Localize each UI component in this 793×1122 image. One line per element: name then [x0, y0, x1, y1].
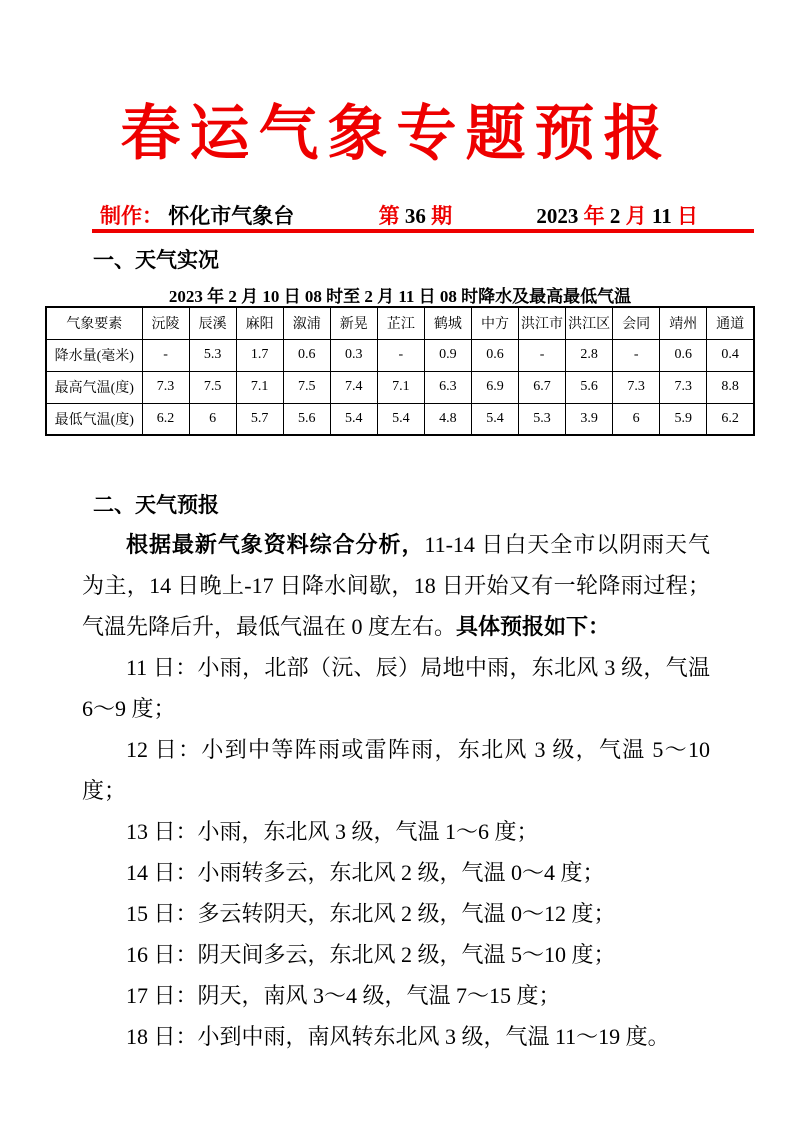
- column-header: 溆浦: [283, 307, 330, 339]
- table-cell: 0.4: [707, 339, 754, 371]
- table-cell: 5.4: [330, 403, 377, 435]
- table-cell: 7.3: [660, 371, 707, 403]
- forecast-item: 15 日：多云转阴天，东北风 2 级，气温 0～12 度；: [126, 901, 616, 926]
- table-cell: 7.5: [283, 371, 330, 403]
- column-header: 芷江: [377, 307, 424, 339]
- date-month-unit: 月: [625, 204, 647, 228]
- row-label: 最低气温(度): [46, 403, 142, 435]
- table-cell: 0.6: [660, 339, 707, 371]
- column-header: 中方: [471, 307, 518, 339]
- table-cell: 6: [189, 403, 236, 435]
- column-header: 靖州: [660, 307, 707, 339]
- producer-label: 制作：: [100, 204, 163, 228]
- table-cell: 0.9: [424, 339, 471, 371]
- column-header: 鹤城: [424, 307, 471, 339]
- table-cell: 7.1: [377, 371, 424, 403]
- table-cell: -: [142, 339, 189, 371]
- column-header: 会同: [613, 307, 660, 339]
- table-cell: 6.9: [471, 371, 518, 403]
- table-cell: 5.6: [566, 371, 613, 403]
- table-cell: 5.4: [377, 403, 424, 435]
- table-cell: 8.8: [707, 371, 754, 403]
- date-year: 2023: [536, 204, 579, 228]
- table-cell: 7.1: [236, 371, 283, 403]
- table-cell: 7.5: [189, 371, 236, 403]
- section-heading-weather-actual: 一、天气实况: [93, 248, 219, 272]
- date-day: 11: [651, 204, 672, 228]
- table-cell: 2.8: [566, 339, 613, 371]
- column-header: 气象要素: [46, 307, 142, 339]
- column-header: 新晃: [330, 307, 377, 339]
- table-cell: -: [519, 339, 566, 371]
- table-cell: -: [613, 339, 660, 371]
- table-cell: 5.3: [189, 339, 236, 371]
- table-cell: -: [377, 339, 424, 371]
- table-cell: 6.2: [707, 403, 754, 435]
- column-header: 麻阳: [236, 307, 283, 339]
- forecast-item: 11 日：小雨，北部（沅、辰）局地中雨，东北风 3 级，气温 6～9 度；: [82, 655, 710, 721]
- table-cell: 5.6: [283, 403, 330, 435]
- table-cell: 6.2: [142, 403, 189, 435]
- column-header: 洪江区: [566, 307, 613, 339]
- table-caption: 2023 年 2 月 10 日 08 时至 2 月 11 日 08 时降水及最高最低气温: [168, 287, 632, 306]
- forecast-list: [82, 647, 710, 1057]
- row-label: 降水量(毫米): [46, 339, 142, 371]
- forecast-item: 13 日：小雨，东北风 3 级，气温 1～6 度；: [126, 819, 539, 844]
- issue-suffix: 期: [431, 204, 453, 228]
- forecast-body: [82, 524, 710, 1057]
- row-label: 最高气温(度): [46, 371, 142, 403]
- producer-field: [100, 200, 294, 230]
- table-header-row: [46, 307, 754, 339]
- table-cell: 0.6: [283, 339, 330, 371]
- forecast-intro-lead: 根据最新气象资料综合分析，: [126, 532, 425, 557]
- issue-field: [379, 200, 453, 230]
- column-header: 洪江市: [519, 307, 566, 339]
- table-cell: 5.9: [660, 403, 707, 435]
- table-cell: 1.7: [236, 339, 283, 371]
- issue-prefix: 第: [378, 204, 400, 228]
- table-cell: 4.8: [424, 403, 471, 435]
- observation-table: [45, 306, 755, 436]
- forecast-item: 17 日：阴天，南风 3～4 级，气温 7～15 度；: [126, 983, 561, 1008]
- table-cell: 5.4: [471, 403, 518, 435]
- table-cell: 6.7: [519, 371, 566, 403]
- table-cell: 0.3: [330, 339, 377, 371]
- forecast-intro-tail: 具体预报如下：: [456, 614, 611, 639]
- forecast-item: 12 日：小到中等阵雨或雷阵雨，东北风 3 级，气温 5～10 度；: [82, 737, 710, 803]
- table-row: [46, 371, 754, 403]
- table-cell: 6: [613, 403, 660, 435]
- forecast-item: 18 日：小到中雨，南风转东北风 3 级，气温 11～19 度。: [126, 1024, 670, 1049]
- table-cell: 0.6: [471, 339, 518, 371]
- table-row: [46, 339, 754, 371]
- table-cell: 7.3: [613, 371, 660, 403]
- table-cell: 3.9: [566, 403, 613, 435]
- section-heading-forecast: 二、天气预报: [93, 493, 219, 517]
- column-header: 沅陵: [142, 307, 189, 339]
- issue-number: 36: [404, 204, 426, 228]
- producer-value: 怀化市气象台: [168, 204, 295, 228]
- table-cell: 7.4: [330, 371, 377, 403]
- meta-row: [100, 200, 698, 230]
- forecast-intro-text: 11-14 日白天全市以阴雨天气为主，14 日晚上-17 日降水间歇，18 日开始又有一轮降雨过程；气温先降后升，最低气温在 0 度左右。: [82, 532, 710, 639]
- forecast-item: 14 日：小雨转多云，东北风 2 级，气温 0～4 度；: [126, 860, 605, 885]
- date-field: [536, 200, 698, 230]
- document-title: 春运气象专题预报: [120, 101, 673, 167]
- date-year-unit: 年: [583, 204, 605, 228]
- table-cell: 5.3: [519, 403, 566, 435]
- forecast-intro-paragraph: [82, 524, 710, 647]
- header-divider: [92, 229, 754, 233]
- date-day-unit: 日: [677, 204, 698, 228]
- forecast-item: 16 日：阴天间多云，东北风 2 级，气温 5～10 度；: [126, 942, 616, 967]
- date-month: 2: [609, 204, 621, 228]
- table-cell: 5.7: [236, 403, 283, 435]
- column-header: 通道: [707, 307, 754, 339]
- column-header: 辰溪: [189, 307, 236, 339]
- table-row: [46, 403, 754, 435]
- table-cell: 7.3: [142, 371, 189, 403]
- table-cell: 6.3: [424, 371, 471, 403]
